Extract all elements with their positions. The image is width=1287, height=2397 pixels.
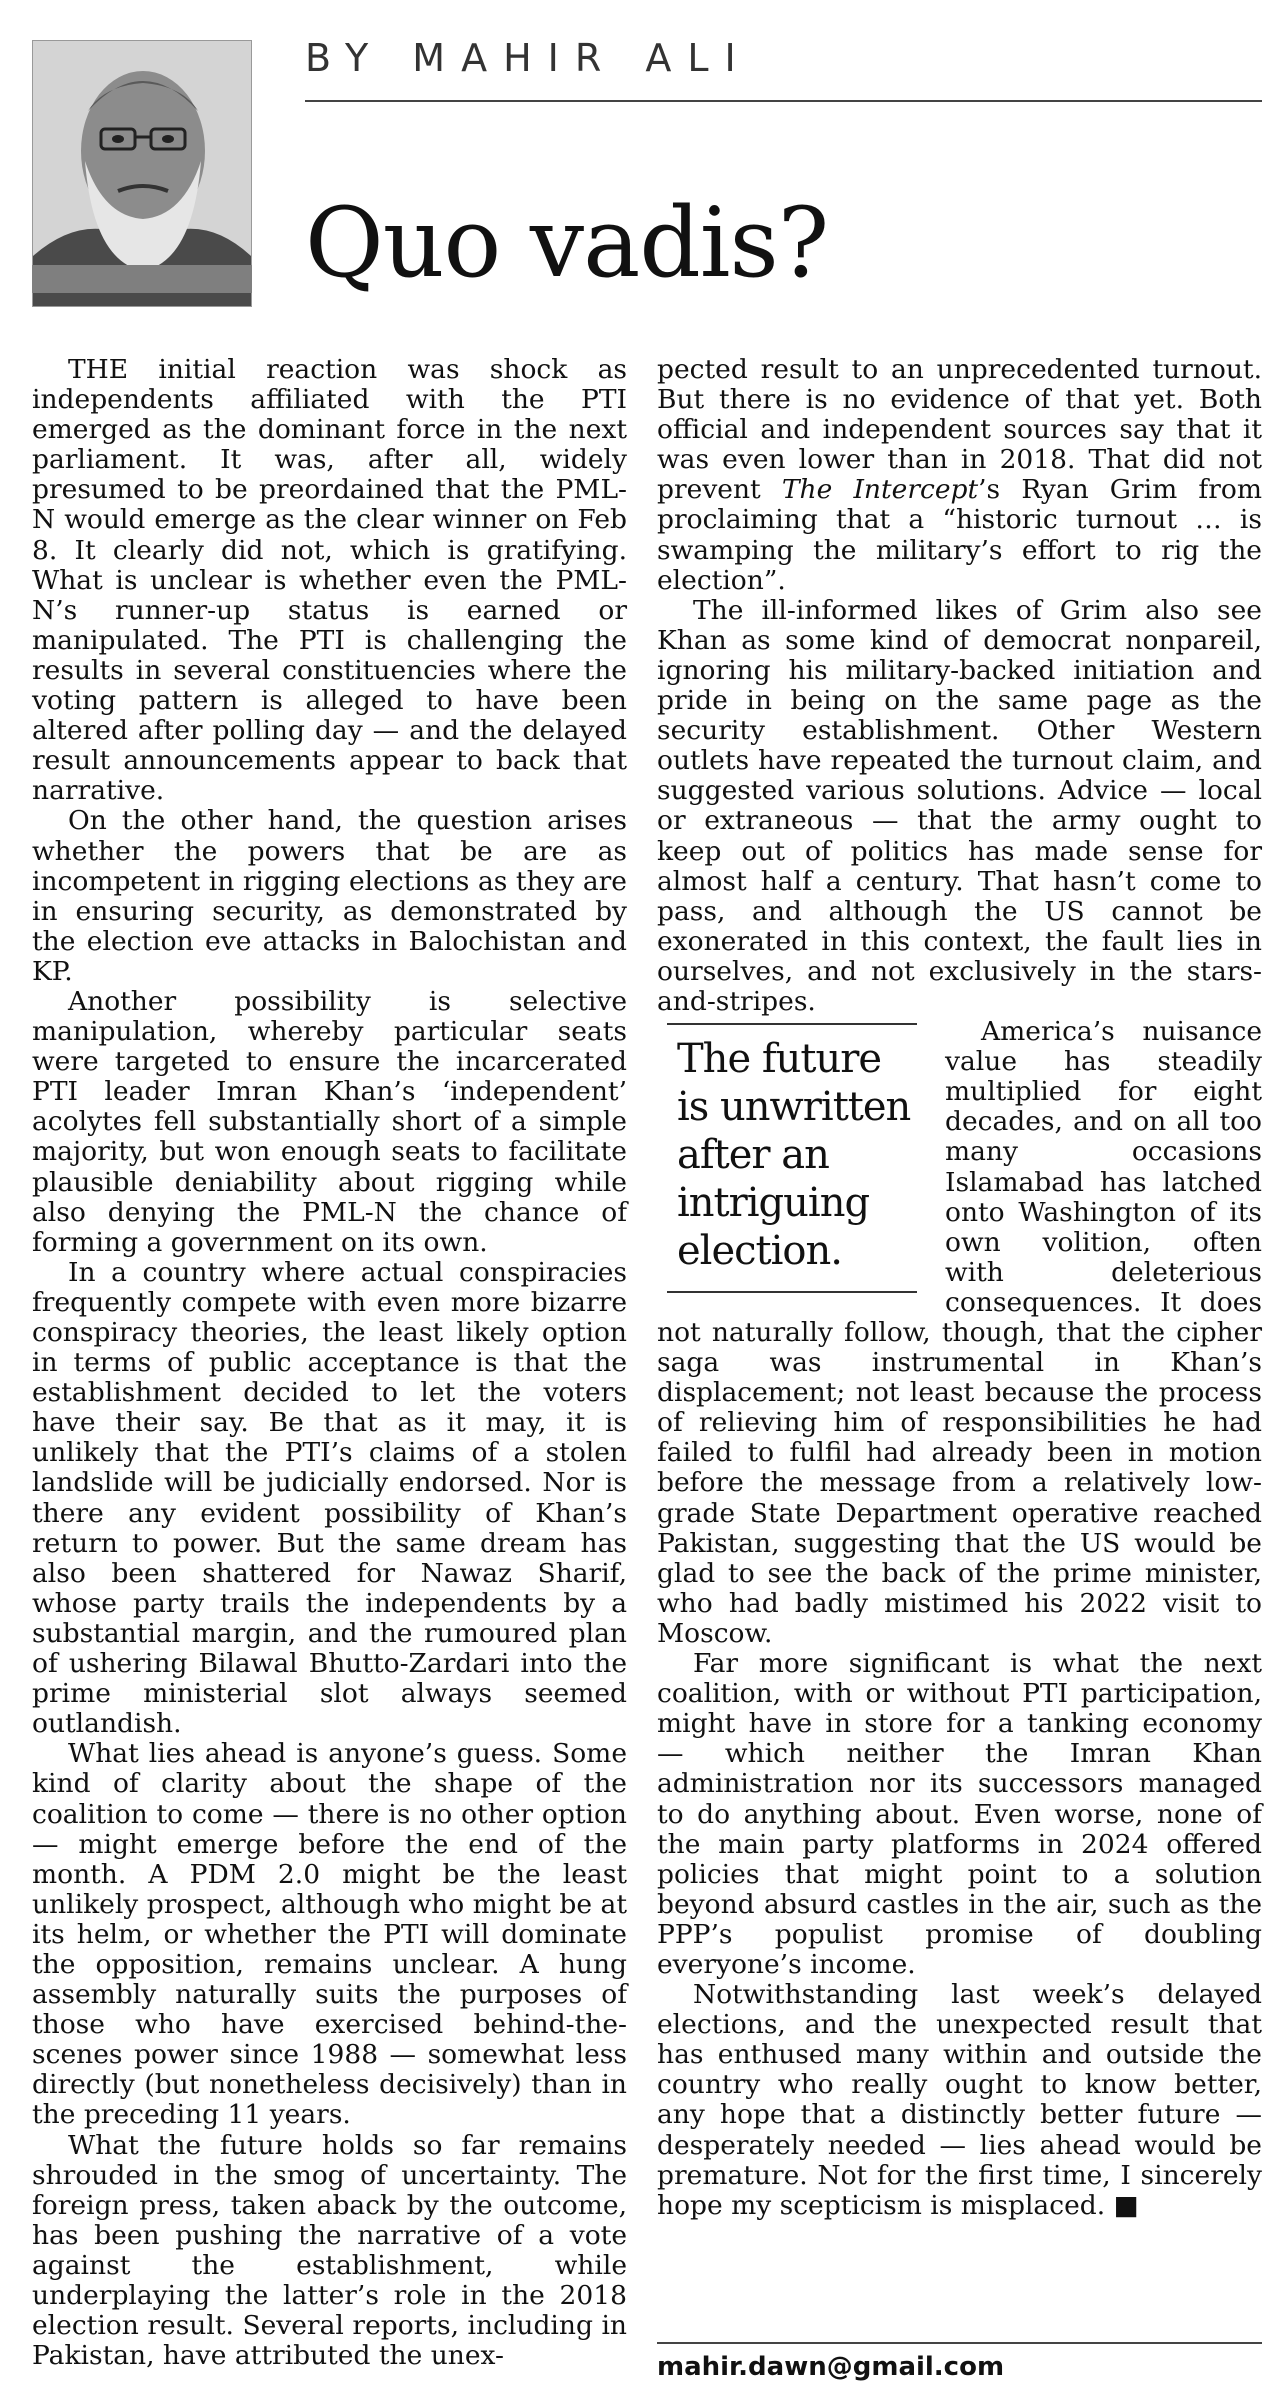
- author-photo-bar: [32, 265, 252, 293]
- paragraph: On the other hand, the question arises whether the powers that be are as incompetent in rigging elections as they are in ensuring security, as demonstrated by the election eve attacks in Balochistan and KP.: [32, 805, 627, 987]
- publication-name: The Intercept: [781, 474, 979, 506]
- paragraph: [657, 355, 1262, 596]
- article-header: [0, 0, 1287, 340]
- article-column-right: [657, 355, 1262, 2221]
- paragraph: THE initial reaction was shock as independents affiliated with the PTI emerged as the dominant force in the next parliament. It was, after all, widely presumed to be preordained that the PML-N would emerge as the clear winner on Feb 8. It clearly did not, which is gratifying. What is unclear is whether even the PML-N’s runner-up status is earned or manipulated. The PTI is challenging the results in several constituencies where the voting pattern is alleged to have been altered after polling day — and the delayed result announcements appear to back that narrative.: [32, 354, 627, 807]
- paragraph: Notwithstanding last week’s delayed elections, and the unexpected result that has enthused many within and outside the country who really ought to know better, any hope that a distinctly better future — desperately needed — lies ahead would be premature. Not for the first time, I sincerely hope my scepticism is misplaced. ■: [657, 1979, 1262, 2221]
- paragraph-text: pected result to an unprecedented turnout. But there is no evidence of that yet. Both official and independent sources say that it was even lower than in 2018. That did not prevent: [657, 354, 1262, 506]
- author-email: mahir.dawn@gmail.com: [657, 2352, 1005, 2382]
- pull-quote-line: intriguing: [677, 1180, 870, 1227]
- paragraph: Another possibility is selective manipulation, whereby particular seats were targeted to ensure the incarcerated PTI leader Imran Khan’s ‘independent’ acolytes fell substantially short of a simple majority, but won enough seats to facilitate plausible deniability about rigging while also denying the PML-N the chance of forming a government on its own.: [32, 985, 627, 1258]
- paragraph: Far more significant is what the next coalition, with or without PTI participation, might have in store for a tanking economy — which neither the Imran Khan administration nor its successors managed to do anything about. Even worse, none of the main party platforms in 2024 offered policies that might point to a solution beyond absurd castles in the air, such as the PPP’s populist promise of doubling everyone’s income.: [657, 1648, 1262, 1980]
- pull-quote: [667, 1023, 917, 1293]
- article-column-left: [32, 355, 627, 2371]
- paragraph: What the future holds so far remains shrouded in the smog of uncertainty. The foreign press, taken aback by the outcome, has been pushing the narrative of a vote against the establishment, while underplaying the latter’s role in the 2018 election result. Several reports, including in Pakistan, have attributed the unex-: [32, 2129, 627, 2372]
- paragraph: In a country where actual conspiracies frequently compete with even more bizarre conspiracy theories, the least likely option in terms of public acceptance is that the establishment decided to let the voters have their say. Be that as it may, it is unlikely that the PTI’s claims of a stolen landslide will be judicially endorsed. Nor is there any evident possibility of Khan’s return to power. But the same dream has also been shattered for Nawaz Sharif, whose party trails the independents by a substantial margin, and the rumoured plan of ushering Bilawal Bhutto-Zardari into the prime ministerial slot always seemed outlandish.: [32, 1256, 627, 1740]
- headline: Quo vadis?: [305, 187, 829, 299]
- pull-quote-line: after an: [677, 1132, 829, 1179]
- byline: BY MAHIR ALI: [305, 36, 752, 80]
- pull-quote-line: The future: [677, 1036, 882, 1083]
- pull-quote-line: is unwritten: [677, 1084, 911, 1131]
- pull-quote-line: election.: [677, 1228, 842, 1275]
- byline-rule: [305, 100, 1262, 102]
- footer-rule: [657, 2342, 1262, 2344]
- paragraph: What lies ahead is anyone’s guess. Some kind of clarity about the shape of the coalition to come — there is no other option — might emerge before the end of the month. A PDM 2.0 might be the least unlikely prospect, although who might be at its helm, or whether the PTI will dominate the opposition, remains unclear. A hung assembly naturally suits the purposes of those who have exercised behind-the-scenes power since 1988 — somewhat less directly (but nonetheless decisively) than in the preceding 11 years.: [32, 1738, 627, 2131]
- paragraph: America’s nuisance value has steadily multiplied for eight decades, and on all too many occasions Islamabad has latched onto Washington of its own volition, often with deleterious consequences. It does not naturally follow, though, that the cipher saga was instrumental in Khan’s displacement; not least because the process of relieving him of responsibilities he had failed to fulfil had already been in motion before the message from a relatively low-grade State Department operative reached Pakistan, suggesting that the US would be glad to see the back of the prime minister, who had badly mistimed his 2022 visit to Moscow.: [657, 1016, 1262, 1649]
- paragraph-text: ’s Ryan Grim from proclaiming that a “historic turnout … is swamping the military’s effort to rig the election”.: [657, 474, 1262, 596]
- paragraph: The ill-informed likes of Grim also see Khan as some kind of democrat nonpareil, ignoring his military-backed initiation and pride in being on the same page as the security establishment. Other Western outlets have repeated the turnout claim, and suggested various solutions. Advice — local or extraneous — that the army ought to keep out of politics has made sense for almost half a century. That hasn’t come to pass, and although the US cannot be exonerated in this context, the fault lies in ourselves, and not exclusively in the stars-and-stripes.: [657, 594, 1262, 1017]
